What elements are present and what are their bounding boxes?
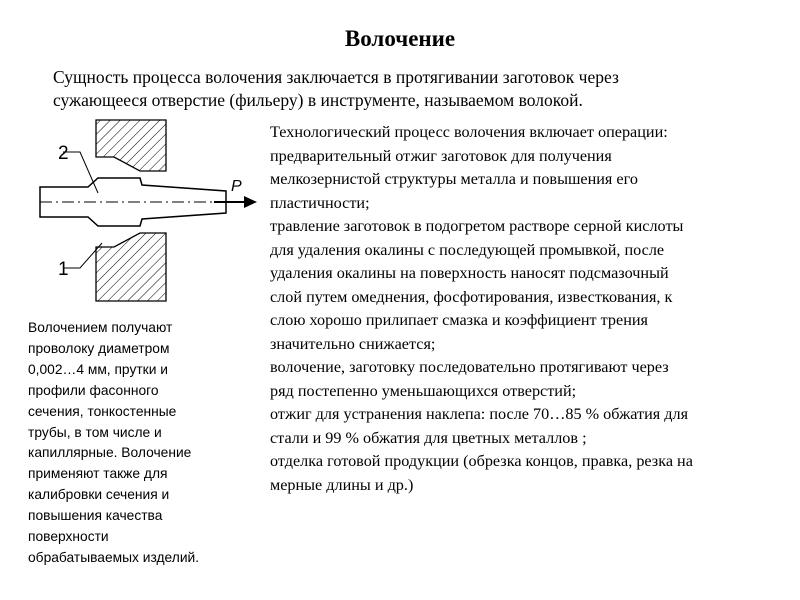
process-line: ряд постепенно уменьшающихся отверстий; xyxy=(270,381,577,400)
process-line: травление заготовок в подогретом растворе серной кислоты xyxy=(270,217,684,235)
die-lower-part xyxy=(96,233,166,301)
die-upper-part xyxy=(96,120,166,171)
process-line: предварительный отжиг заготовок для получения xyxy=(270,146,612,165)
drawing-die-diagram xyxy=(36,115,276,305)
side-line: применяют также для xyxy=(28,466,168,482)
page-title: Волочение xyxy=(344,26,456,51)
process-line: стали и 99 % обжатия для цветных металлов ; xyxy=(270,428,587,447)
side-line: повышения качества xyxy=(28,508,163,524)
side-line: сечения, тонкостенные xyxy=(28,403,177,419)
side-line: профили фасонного xyxy=(28,382,159,398)
side-line: обрабатываемых изделий. xyxy=(28,549,200,565)
process-line: мелкозернистой структуры металла и повышения его xyxy=(270,170,638,188)
side-note xyxy=(28,318,253,569)
process-line: для удаления окалины с последующей промывкой, после xyxy=(270,240,665,259)
force-arrow-head xyxy=(244,196,257,208)
side-line: калибровки сечения и xyxy=(28,487,170,503)
intro-line: Сущность процесса волочения заключается в протягивании заготовок через xyxy=(53,67,619,87)
process-line: волочение, заготовку последовательно протягивают через xyxy=(270,358,669,376)
intro-paragraph xyxy=(53,66,773,112)
process-text xyxy=(270,121,795,497)
side-line: капиллярные. Волочение xyxy=(28,445,192,461)
side-line: проволоку диаметром xyxy=(28,340,170,356)
label-blank: 2 xyxy=(58,143,69,164)
process-line: пластичности; xyxy=(270,193,370,212)
process-line: значительно снижается; xyxy=(270,334,436,353)
process-line: отжиг для устранения наклепа: после 70…85 % обжатия для xyxy=(270,405,689,423)
side-line: трубы, в том числе и xyxy=(28,424,162,440)
label-tool: 1 xyxy=(58,259,69,280)
side-line: 0,002…4 мм, прутки и xyxy=(28,361,168,377)
process-line: слою хорошо прилипает смазка и коэффициент трения xyxy=(270,311,648,329)
process-line: мерные длины и др.) xyxy=(270,475,414,494)
intro-line: сужающееся отверстие (фильеру) в инструменте, называемом волокой. xyxy=(53,90,583,110)
side-line: поверхности xyxy=(28,529,109,545)
side-line: Волочением получают xyxy=(28,320,173,335)
process-line: удаления окалины на поверхность наносят подсмазочный xyxy=(270,264,669,282)
process-line: Технологический процесс волочения включает операции: xyxy=(270,123,668,141)
process-line: слой путем омеднения, фосфотирования, известкования, к xyxy=(270,287,673,306)
label-force: P xyxy=(231,178,242,195)
process-line: отделка готовой продукции (обрезка концов, правка, резка на xyxy=(270,452,693,470)
